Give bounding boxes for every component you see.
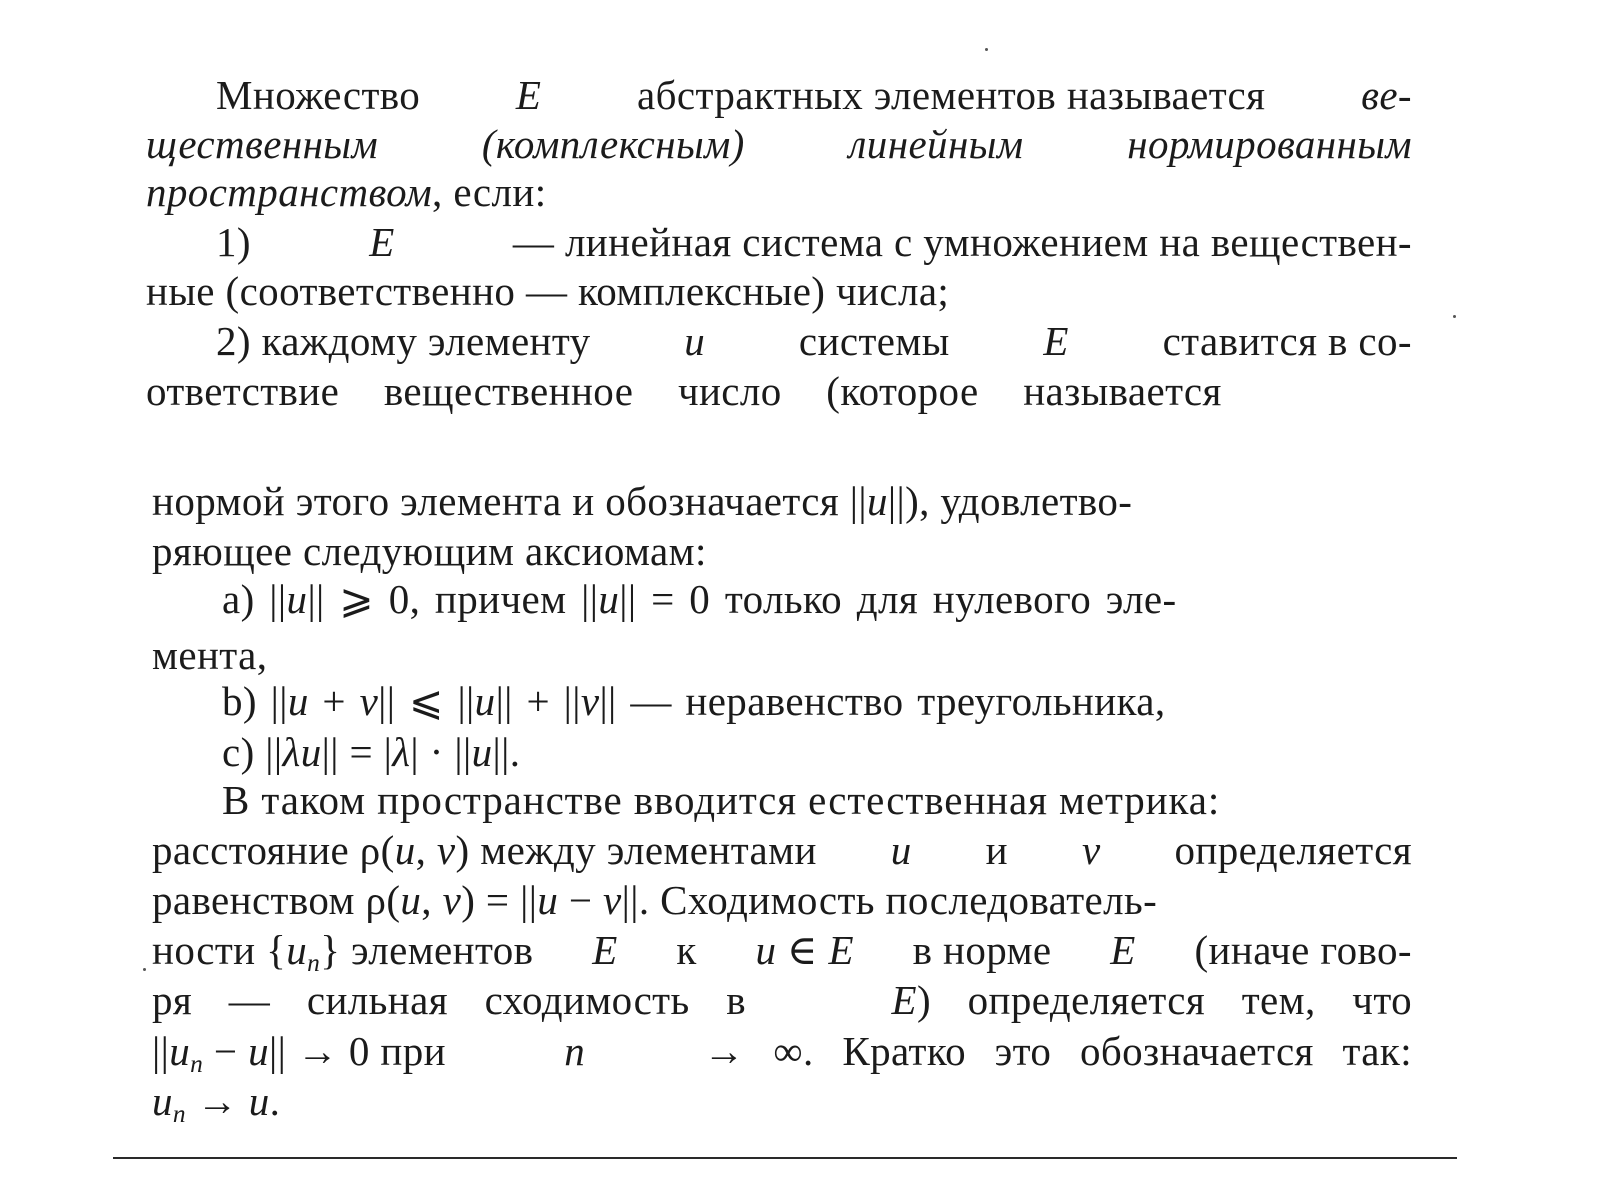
- text: +: [308, 678, 360, 724]
- text: в норме: [912, 927, 1052, 973]
- symbol-e: E: [828, 927, 854, 973]
- symbol-u: u: [400, 877, 422, 923]
- symbol-u: u: [890, 827, 912, 873]
- symbol-e: E: [592, 927, 618, 973]
- item-2-line-4: [152, 526, 707, 576]
- symbol-e: E: [891, 977, 917, 1023]
- paragraph-1-line-2: [146, 119, 1412, 169]
- subscript-n: n: [307, 949, 321, 978]
- axiom-b-line: [222, 676, 1166, 726]
- item-2-line-3: [152, 476, 1410, 526]
- axiom-a-line-1: [222, 574, 1177, 624]
- paragraph-1-line-1: [216, 70, 1412, 120]
- scan-speck: [985, 48, 988, 51]
- symbol-e: E: [515, 72, 542, 118]
- symbol-u: u: [248, 1078, 270, 1124]
- symbol-u: u: [152, 1078, 173, 1124]
- symbol-u: u: [248, 1028, 269, 1074]
- text: .: [269, 1078, 281, 1124]
- scan-speck: [143, 968, 146, 971]
- text: ||.: [492, 729, 521, 775]
- arrow-symbol: →: [196, 1078, 239, 1124]
- item-2-line-1: [216, 316, 1412, 366]
- text: Множество: [216, 72, 421, 118]
- text: || ⩽ ||: [378, 678, 475, 724]
- text: || = 0 только для нулевого эле-: [619, 576, 1177, 622]
- symbol-e: E: [1110, 927, 1136, 973]
- symbol-u: u: [684, 318, 706, 364]
- text: 2) каждому элементу: [216, 318, 591, 364]
- symbol-v: v: [1081, 827, 1101, 873]
- text: мента,: [152, 632, 268, 678]
- text: и: [985, 827, 1008, 873]
- text: ||: [152, 1028, 170, 1074]
- item-1-line-2: [146, 266, 949, 316]
- text: — линейная система с умножением на веществен-: [512, 219, 1412, 265]
- paragraph-1-line-3: [146, 167, 547, 217]
- paragraph-2-line-5: [152, 975, 1412, 1025]
- symbol-u: u: [598, 576, 620, 622]
- paragraph-2-line-6: [152, 1026, 1412, 1079]
- text: , если:: [432, 169, 547, 215]
- text: b) ||: [222, 678, 288, 724]
- paragraph-2-line-3: [152, 875, 1157, 925]
- symbol-u: u: [474, 678, 496, 724]
- text: ,: [415, 827, 437, 873]
- text: к: [676, 927, 697, 973]
- text: ||), удовлетво-: [887, 478, 1133, 524]
- paragraph-2-line-1: [222, 775, 1220, 825]
- text: a) ||: [222, 576, 287, 622]
- symbol-u: u: [169, 1028, 191, 1074]
- symbol-u: u: [394, 827, 416, 873]
- italic-term: щественным: [146, 121, 379, 167]
- text: абстрактных элементов называется: [637, 72, 1266, 118]
- symbol-n: n: [564, 1028, 586, 1074]
- symbol-v: v: [436, 827, 456, 873]
- text: ставится в со-: [1162, 318, 1412, 364]
- symbol-u: u: [286, 576, 308, 622]
- text: ответствие вещественное число (которое называется: [146, 368, 1222, 414]
- item-number: 1): [216, 219, 251, 265]
- item-1-line-1: [216, 217, 1412, 267]
- symbol-e: E: [369, 219, 395, 265]
- symbol-u: u: [286, 927, 308, 973]
- text: ные (соответственно — комплексные) числа;: [146, 268, 950, 314]
- symbol-v: v: [603, 877, 622, 923]
- text: (иначе гово-: [1194, 927, 1412, 973]
- symbol-lambda-u: λu: [282, 729, 322, 775]
- scan-speck: [1453, 315, 1456, 318]
- symbol-u: u: [287, 678, 309, 724]
- text: ) = ||: [461, 877, 538, 923]
- axiom-c-line: [222, 727, 520, 777]
- paragraph-2-line-2: [152, 825, 1412, 875]
- italic-term: (комплексным): [481, 121, 745, 167]
- symbol-u: u: [755, 927, 777, 973]
- text: || = |: [321, 729, 393, 775]
- paragraph-2-line-7: [152, 1076, 281, 1129]
- symbol-lambda: λ: [392, 729, 411, 775]
- bottom-rule: [113, 1157, 1457, 1159]
- text: ,: [421, 877, 443, 923]
- text: ности {: [152, 927, 287, 973]
- paragraph-2-line-4: [152, 925, 1412, 978]
- text: нормой этого элемента и обозначается ||: [152, 478, 867, 524]
- symbol-v: v: [580, 678, 600, 724]
- text: равенством ρ(: [152, 877, 401, 923]
- text: → ∞. Кратко это обозначается так:: [703, 1028, 1412, 1074]
- text: | · ||: [410, 729, 472, 775]
- text: c) ||: [222, 729, 283, 775]
- symbol-u: u: [866, 478, 888, 524]
- subscript-n: n: [172, 1100, 187, 1129]
- text: В таком пространстве вводится естественная метрика:: [222, 777, 1221, 823]
- text: || + ||: [495, 678, 581, 724]
- text: ||. Сходимость последователь-: [621, 877, 1158, 923]
- italic-term: пространством: [146, 169, 433, 215]
- text: || ⩾ 0, причем ||: [307, 576, 599, 622]
- text: расстояние ρ(: [152, 827, 395, 873]
- symbol-v: v: [442, 877, 462, 923]
- text: −: [558, 877, 604, 923]
- symbol-u: u: [471, 729, 493, 775]
- text: || — неравенство треугольника,: [599, 678, 1166, 724]
- symbol-e: E: [1043, 318, 1069, 364]
- text: ряющее следующим аксиомам:: [152, 528, 707, 574]
- text: системы: [798, 318, 950, 364]
- item-2-line-2: [146, 366, 1412, 416]
- subscript-n: n: [190, 1050, 204, 1079]
- axiom-a-line-2: [152, 630, 267, 680]
- italic-term: ве-: [1361, 72, 1412, 118]
- text: ) определяется тем, что: [916, 977, 1412, 1023]
- text: определяется: [1174, 827, 1412, 873]
- text: −: [203, 1028, 249, 1074]
- symbol-u: u: [537, 877, 559, 923]
- text: ) между элементами: [455, 827, 817, 873]
- text: || → 0 при: [268, 1028, 447, 1074]
- text: ря — сильная сходимость в: [152, 977, 747, 1023]
- text: } элементов: [320, 927, 534, 973]
- symbol-v: v: [359, 678, 379, 724]
- italic-term: линейным: [848, 121, 1024, 167]
- italic-term: нормированным: [1127, 121, 1412, 167]
- element-of-symbol: ∈: [787, 927, 818, 973]
